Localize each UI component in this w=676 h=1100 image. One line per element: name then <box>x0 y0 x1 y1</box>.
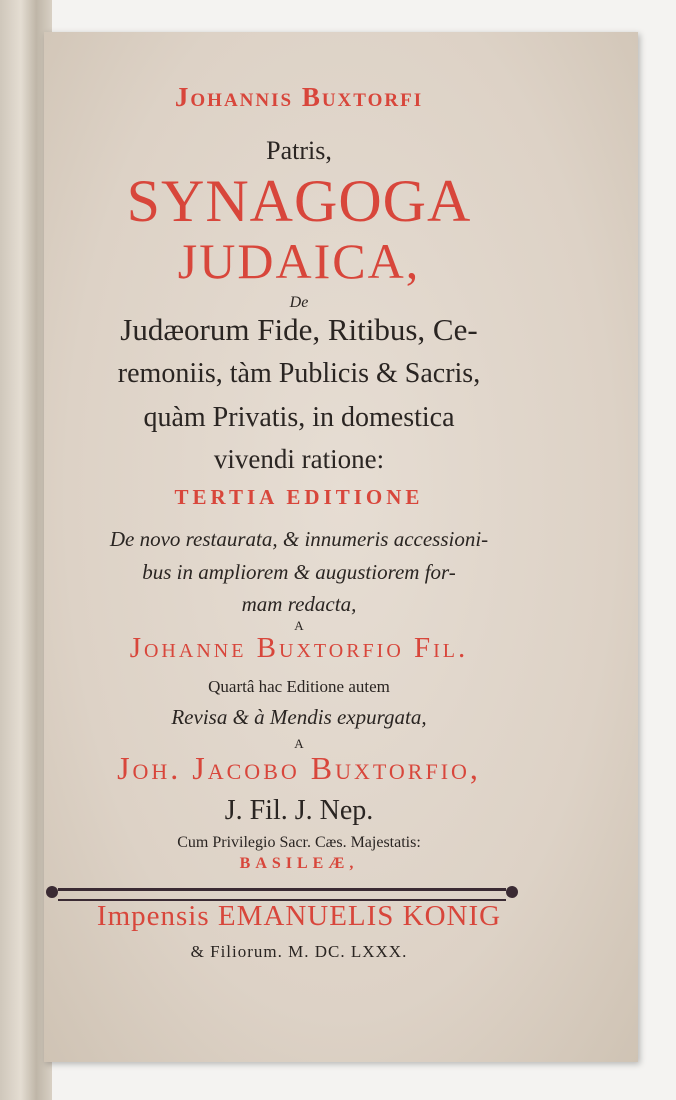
patris-line: Patris, <box>266 136 332 165</box>
place-line: BASILEÆ, <box>239 855 359 872</box>
fourth-edition-line: Quartâ hac Editione autem <box>208 677 390 696</box>
title-judaica: JUDAICA, <box>177 233 421 289</box>
editor-1-line: Johanne Buxtorfio Fil. <box>129 632 469 664</box>
de-line: De <box>289 294 309 311</box>
author-line: Johannis Buxtorfi <box>174 82 424 112</box>
revised-line: Revisa & à Mendis expurgata, <box>171 705 427 729</box>
subtitle-line: remoniis, tàm Publicis & Sacris, <box>117 358 481 389</box>
subtitle-line: quàm Privatis, in domestica <box>143 402 455 433</box>
revision-line: bus in ampliorem & augustiorem for- <box>142 560 456 584</box>
revision-line: De novo restaurata, & innumeris accessioni- <box>109 527 489 551</box>
edition-line: TERTIA EDITIONE <box>174 485 424 509</box>
revision-line: mam redacta, <box>241 592 357 616</box>
imprint-line: & Filiorum. M. DC. LXXX. <box>190 942 408 961</box>
title-page <box>44 32 638 1062</box>
subtitle-line: vivendi ratione: <box>213 444 385 474</box>
publisher-line: Impensis EMANUELIS KONIG <box>96 900 502 932</box>
subtitle-line: Judæorum Fide, Ritibus, Ce- <box>120 312 478 347</box>
editor-2-line: Joh. Jacobo Buxtorfio, <box>117 750 481 786</box>
title-synagoga: SYNAGOGA <box>126 168 472 234</box>
editor-2-suffix: J. Fil. J. Nep. <box>224 795 374 826</box>
a-line: A <box>294 736 304 751</box>
privilege-line: Cum Privilegio Sacr. Cæs. Majestatis: <box>177 834 421 851</box>
a-line: A <box>294 618 304 633</box>
